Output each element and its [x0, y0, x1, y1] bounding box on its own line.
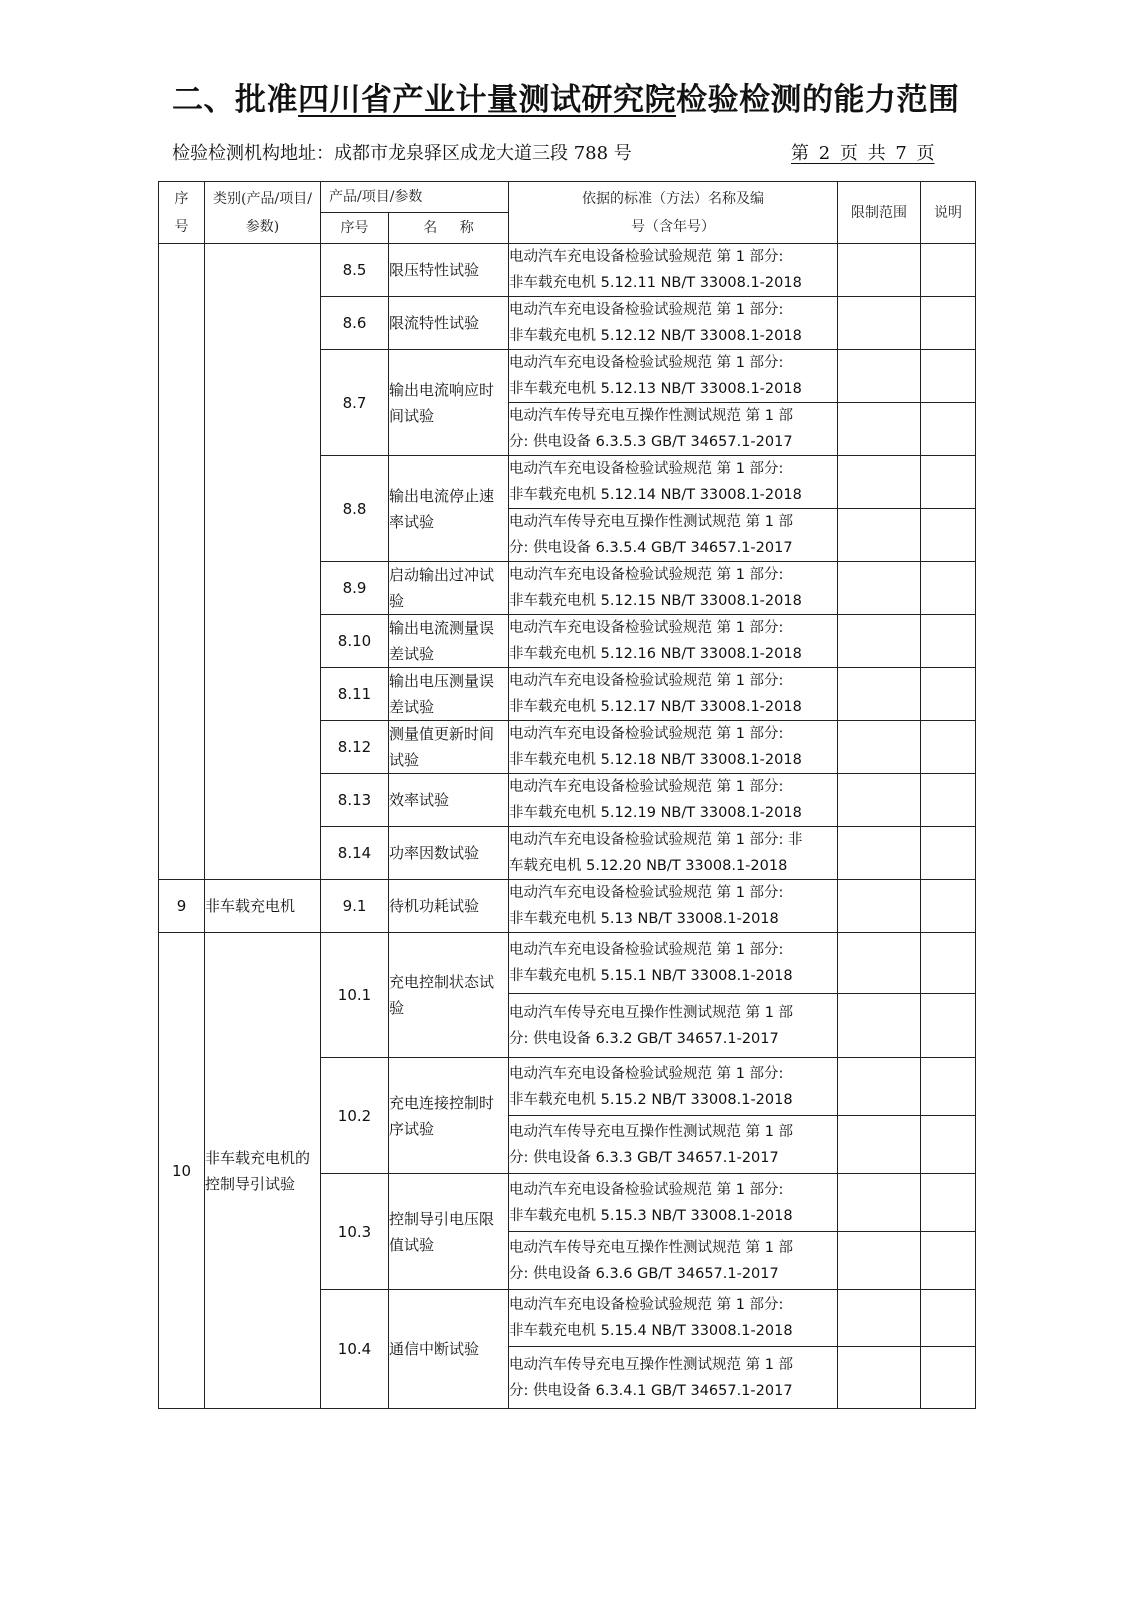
standard-cell: [509, 350, 838, 403]
row-category: [205, 244, 321, 880]
item-seq: 8.8: [321, 456, 389, 562]
item-name: 充电控制状态试验: [389, 933, 509, 1058]
header-item-seq: 序号: [321, 213, 389, 244]
table-body: [159, 244, 976, 1409]
item-name: 控制导引电压限值试验: [389, 1174, 509, 1290]
item-name: 输出电流测量误差试验: [389, 615, 509, 668]
standard-cell: [509, 456, 838, 509]
standard-line: 非车载充电机 5.12.19 NB/T 33008.1-2018: [509, 805, 802, 821]
limit-cell: [838, 1347, 921, 1409]
institution-address: 检验检测机构地址：成都市龙泉驿区成龙大道三段 788 号: [172, 143, 632, 164]
standard-line: 电动汽车传导充电互操作性测试规范 第 1 部: [509, 408, 794, 424]
note-cell: [921, 880, 976, 933]
standard-line: 非车载充电机 5.15.1 NB/T 33008.1-2018: [509, 968, 793, 984]
note-cell: [921, 721, 976, 774]
limit-cell: [838, 994, 921, 1058]
standard-cell: [509, 933, 838, 994]
standard-cell: [509, 562, 838, 615]
item-name: 通信中断试验: [389, 1290, 509, 1409]
item-name: 限流特性试验: [389, 297, 509, 350]
item-seq: 8.11: [321, 668, 389, 721]
standard-line: 非车载充电机 5.12.14 NB/T 33008.1-2018: [509, 487, 802, 503]
standard-cell: [509, 668, 838, 721]
item-name: 测量值更新时间试验: [389, 721, 509, 774]
item-name: 效率试验: [389, 774, 509, 827]
standard-cell: [509, 297, 838, 350]
standard-line: 分: 供电设备 6.3.2 GB/T 34657.1-2017: [509, 1030, 779, 1047]
standard-cell: [509, 244, 838, 297]
row-seq: 9: [159, 880, 205, 933]
note-cell: [921, 297, 976, 350]
note-cell: [921, 244, 976, 297]
note-cell: [921, 1116, 976, 1174]
limit-cell: [838, 1116, 921, 1174]
standard-cell: [509, 774, 838, 827]
item-seq: 8.6: [321, 297, 389, 350]
header-standard: 依据的标准（方法）名称及编号（含年号）: [509, 182, 838, 244]
standard-line: 非车载充电机 5.12.13 NB/T 33008.1-2018: [509, 381, 802, 397]
limit-cell: [838, 1290, 921, 1347]
note-cell: [921, 1058, 976, 1116]
note-cell: [921, 1174, 976, 1232]
note-cell: [921, 562, 976, 615]
item-seq: 8.9: [321, 562, 389, 615]
limit-cell: [838, 721, 921, 774]
limit-cell: [838, 403, 921, 456]
standard-cell: [509, 994, 838, 1058]
standard-line: 非车载充电机 5.12.17 NB/T 33008.1-2018: [509, 699, 802, 715]
standard-line: 分: 供电设备 6.3.5.3 GB/T 34657.1-2017: [509, 434, 793, 450]
item-seq: 10.2: [321, 1058, 389, 1174]
note-cell: [921, 827, 976, 880]
standard-line: 电动汽车充电设备检验试验规范 第 1 部分:: [509, 620, 784, 636]
standard-line: 电动汽车传导充电互操作性测试规范 第 1 部: [509, 1239, 794, 1256]
standard-line: 电动汽车充电设备检验试验规范 第 1 部分:: [509, 461, 784, 477]
page-indicator: 第 2 页 共 7 页: [791, 143, 935, 164]
note-cell: [921, 1232, 976, 1290]
note-cell: [921, 615, 976, 668]
header-item-group: 产品/项目/参数: [321, 182, 509, 213]
header-limit: 限制范围: [838, 182, 921, 244]
item-seq: 9.1: [321, 880, 389, 933]
standard-line: 电动汽车充电设备检验试验规范 第 1 部分: 非: [509, 832, 803, 848]
standard-line: 车载充电机 5.12.20 NB/T 33008.1-2018: [509, 858, 788, 874]
item-name: 输出电流停止速率试验: [389, 456, 509, 562]
item-seq: 8.7: [321, 350, 389, 456]
limit-cell: [838, 509, 921, 562]
header-item-name: 名 称: [389, 213, 509, 244]
item-seq: 8.14: [321, 827, 389, 880]
standard-cell: [509, 1174, 838, 1232]
table-row: [159, 933, 976, 994]
limit-cell: [838, 827, 921, 880]
table-row: [159, 244, 976, 297]
limit-cell: [838, 1174, 921, 1232]
standard-line: 电动汽车充电设备检验试验规范 第 1 部分:: [509, 1065, 784, 1082]
standard-line: 分: 供电设备 6.3.5.4 GB/T 34657.1-2017: [509, 540, 793, 556]
item-seq: 8.13: [321, 774, 389, 827]
standard-cell: [509, 880, 838, 933]
standard-line: 电动汽车充电设备检验试验规范 第 1 部分:: [509, 885, 784, 901]
standard-line: 电动汽车充电设备检验试验规范 第 1 部分:: [509, 673, 784, 689]
standard-line: 非车载充电机 5.12.12 NB/T 33008.1-2018: [509, 328, 802, 344]
note-cell: [921, 456, 976, 509]
limit-cell: [838, 350, 921, 403]
row-seq: [159, 244, 205, 880]
item-name: 充电连接控制时序试验: [389, 1058, 509, 1174]
standard-line: 非车载充电机 5.15.2 NB/T 33008.1-2018: [509, 1091, 793, 1108]
note-cell: [921, 509, 976, 562]
header-category: 类别(产品/项目/参数): [205, 182, 321, 244]
standard-line: 电动汽车传导充电互操作性测试规范 第 1 部: [509, 1356, 794, 1373]
organization-name: 四川省产业计量测试研究院: [298, 82, 676, 118]
standard-line: 电动汽车传导充电互操作性测试规范 第 1 部: [509, 514, 794, 530]
standard-cell: [509, 827, 838, 880]
limit-cell: [838, 774, 921, 827]
item-seq: 10.4: [321, 1290, 389, 1409]
standard-cell: [509, 1058, 838, 1116]
standard-line: 电动汽车充电设备检验试验规范 第 1 部分:: [509, 249, 784, 265]
item-seq: 8.12: [321, 721, 389, 774]
limit-cell: [838, 297, 921, 350]
header-note: 说明: [921, 182, 976, 244]
title-prefix: 二、批准: [172, 82, 298, 118]
limit-cell: [838, 668, 921, 721]
header-seq: 序号: [159, 182, 205, 244]
limit-cell: [838, 244, 921, 297]
standard-line: 非车载充电机 5.12.16 NB/T 33008.1-2018: [509, 646, 802, 662]
table-row: [159, 880, 976, 933]
standard-cell: [509, 1116, 838, 1174]
standard-cell: [509, 615, 838, 668]
standard-line: 分: 供电设备 6.3.6 GB/T 34657.1-2017: [509, 1265, 779, 1282]
item-name: 待机功耗试验: [389, 880, 509, 933]
row-category: 非车载充电机的控制导引试验: [205, 933, 321, 1409]
item-name: 限压特性试验: [389, 244, 509, 297]
limit-cell: [838, 880, 921, 933]
standard-line: 非车载充电机 5.15.3 NB/T 33008.1-2018: [509, 1207, 793, 1224]
item-seq: 10.1: [321, 933, 389, 1058]
standard-line: 非车载充电机 5.13 NB/T 33008.1-2018: [509, 911, 779, 927]
note-cell: [921, 668, 976, 721]
standard-line: 电动汽车充电设备检验试验规范 第 1 部分:: [509, 355, 784, 371]
item-seq: 10.3: [321, 1174, 389, 1290]
item-name: 启动输出过冲试验: [389, 562, 509, 615]
standard-line: 电动汽车传导充电互操作性测试规范 第 1 部: [509, 1123, 794, 1140]
standard-cell: [509, 1290, 838, 1347]
standard-line: 电动汽车充电设备检验试验规范 第 1 部分:: [509, 779, 784, 795]
item-name: 输出电压测量误差试验: [389, 668, 509, 721]
note-cell: [921, 1290, 976, 1347]
standard-cell: [509, 721, 838, 774]
limit-cell: [838, 562, 921, 615]
note-cell: [921, 933, 976, 994]
standard-line: 电动汽车充电设备检验试验规范 第 1 部分:: [509, 1297, 784, 1313]
standard-line: 电动汽车充电设备检验试验规范 第 1 部分:: [509, 726, 784, 742]
standard-line: 电动汽车充电设备检验试验规范 第 1 部分:: [509, 567, 784, 583]
standard-cell: [509, 403, 838, 456]
row-category: 非车载充电机: [205, 880, 321, 933]
note-cell: [921, 994, 976, 1058]
note-cell: [921, 774, 976, 827]
standard-line: 分: 供电设备 6.3.4.1 GB/T 34657.1-2017: [509, 1382, 793, 1399]
note-cell: [921, 403, 976, 456]
limit-cell: [838, 1232, 921, 1290]
item-seq: 8.10: [321, 615, 389, 668]
capability-scope-table: [158, 181, 976, 1409]
row-seq: 10: [159, 933, 205, 1409]
item-name: 输出电流响应时间试验: [389, 350, 509, 456]
standard-cell: [509, 1232, 838, 1290]
standard-cell: [509, 1347, 838, 1409]
limit-cell: [838, 1058, 921, 1116]
limit-cell: [838, 933, 921, 994]
standard-line: 电动汽车传导充电互操作性测试规范 第 1 部: [509, 1004, 794, 1021]
standard-cell: [509, 509, 838, 562]
note-cell: [921, 1347, 976, 1409]
limit-cell: [838, 615, 921, 668]
standard-line: 电动汽车充电设备检验试验规范 第 1 部分:: [509, 302, 784, 318]
note-cell: [921, 350, 976, 403]
standard-line: 非车载充电机 5.12.15 NB/T 33008.1-2018: [509, 593, 802, 609]
item-name: 功率因数试验: [389, 827, 509, 880]
limit-cell: [838, 456, 921, 509]
standard-line: 非车载充电机 5.12.11 NB/T 33008.1-2018: [509, 275, 802, 291]
item-seq: 8.5: [321, 244, 389, 297]
standard-line: 非车载充电机 5.15.4 NB/T 33008.1-2018: [509, 1323, 793, 1339]
page-title: [172, 80, 960, 120]
standard-line: 电动汽车充电设备检验试验规范 第 1 部分:: [509, 1181, 784, 1198]
standard-line: 分: 供电设备 6.3.3 GB/T 34657.1-2017: [509, 1149, 779, 1166]
title-suffix: 检验检测的能力范围: [676, 82, 960, 118]
standard-line: 非车载充电机 5.12.18 NB/T 33008.1-2018: [509, 752, 802, 768]
standard-line: 电动汽车充电设备检验试验规范 第 1 部分:: [509, 942, 784, 958]
